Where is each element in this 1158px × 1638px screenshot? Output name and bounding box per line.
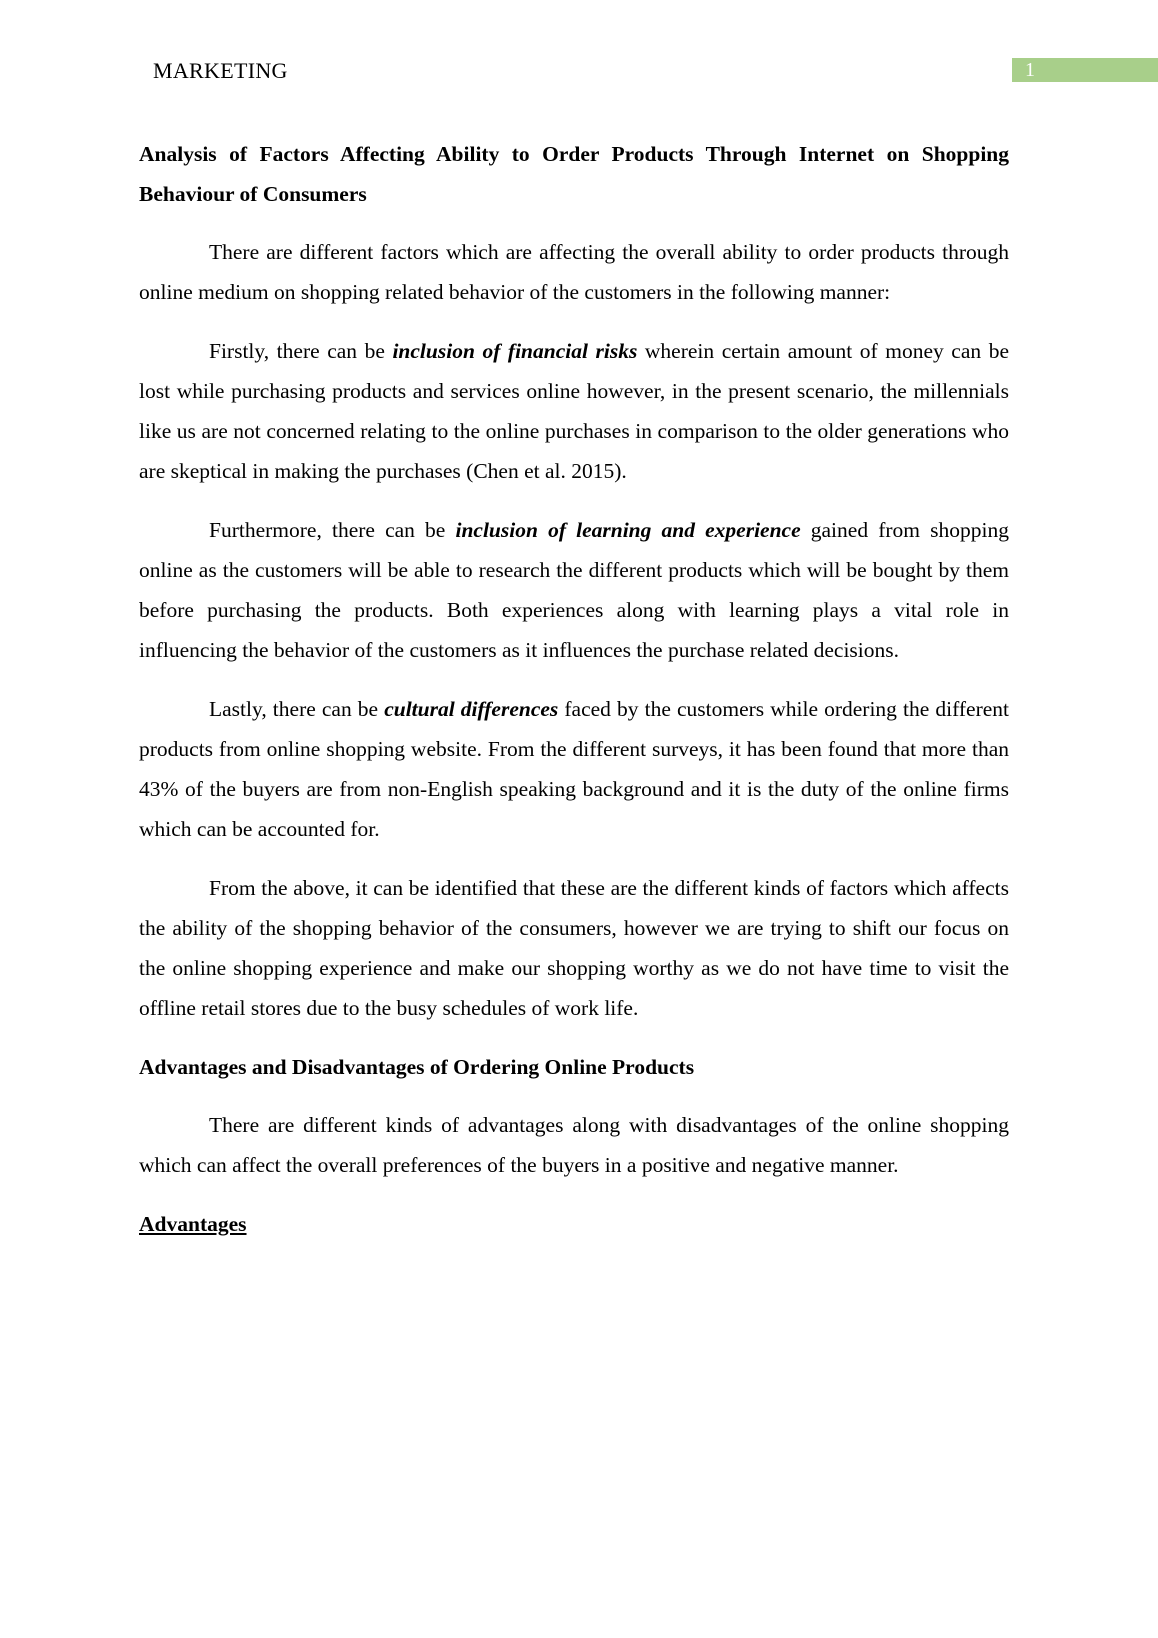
paragraph-intro: There are different factors which are affecting the overall ability to order products through online medium on shopping related behavior of the customers in the following manner: <box>139 240 1009 304</box>
document-body <box>139 134 1009 1244</box>
paragraph-cultural-differences <box>139 689 1009 849</box>
paragraph-advantages-intro: There are different kinds of advantages along with disadvantages of the online shopping which can affect the overall preferences of the buyers in a positive and negative manner. <box>139 1113 1009 1177</box>
section-heading-factors: Analysis of Factors Affecting Ability to Order Products Through Internet on Shopping Behaviour of Consumers <box>139 142 1009 206</box>
emphasis-cultural-differences: cultural differences <box>384 697 559 721</box>
paragraph-text: Furthermore, there can be <box>209 518 456 542</box>
paragraph-text: gained from shopping online as the customers will be able to research the different products which will be bought by them before purchasing the products. Both experiences along with learning plays a vital role in influencing the behavior of the customers as it influences the purchase related decisions. <box>139 518 1009 662</box>
paragraph-text: faced by the customers while ordering the different products from online shopping website. From the different surveys, it has been found that more than 43% of the buyers are from non-English speaking background and it is the duty of the online firms which can be accounted for. <box>139 697 1009 841</box>
emphasis-learning-experience: inclusion of learning and experience <box>455 518 801 542</box>
paragraph-text: Firstly, there can be <box>209 339 393 363</box>
paragraph-text: Lastly, there can be <box>209 697 385 721</box>
paragraph-learning-experience <box>139 510 1009 670</box>
subheading-advantages: Advantages <box>139 1212 247 1236</box>
paragraph-summary: From the above, it can be identified that these are the different kinds of factors which affects the ability of the shopping behavior of the consumers, however we are trying to shift our focus on the online shopping experience and make our shopping worthy as we do not have time to visit the offline retail stores due to the busy schedules of work life. <box>139 876 1009 1020</box>
paragraph-text: wherein certain amount of money can be lost while purchasing products and services online however, in the present scenario, the millennials like us are not concerned relating to the online purchases in comparison to the older generations who are skeptical in making the purchases (Chen et al. 2015). <box>139 339 1009 483</box>
page-number-box <box>1012 58 1158 82</box>
emphasis-financial-risks: inclusion of financial risks <box>392 339 638 363</box>
section-heading-advantages-disadvantages: Advantages and Disadvantages of Ordering Online Products <box>139 1055 695 1079</box>
paragraph-financial-risks <box>139 331 1009 491</box>
running-head: MARKETING <box>153 58 288 83</box>
page-number: 1 <box>1025 59 1035 81</box>
